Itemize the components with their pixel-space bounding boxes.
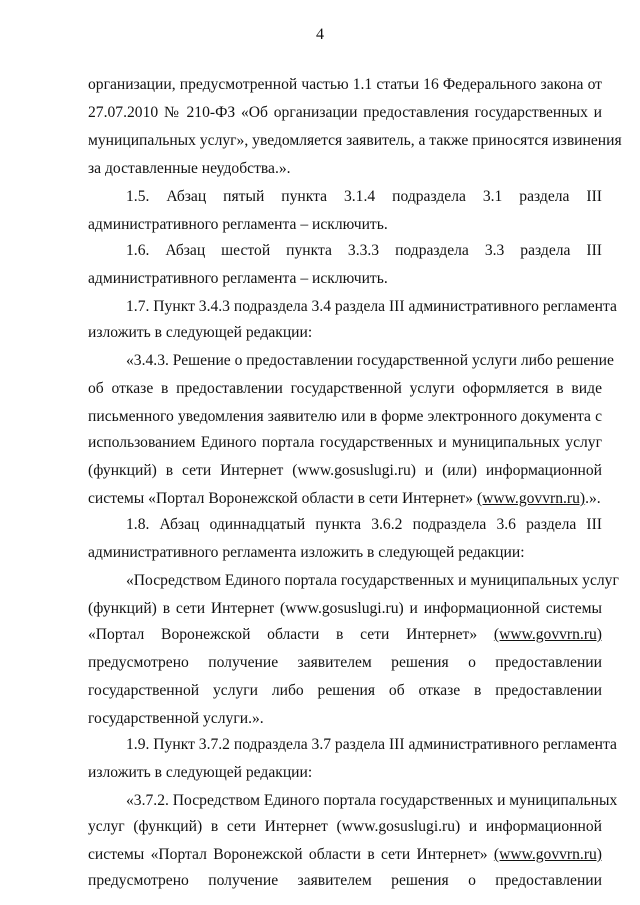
- text-line: изложить в следующей редакции:: [88, 764, 313, 781]
- govvrn-link[interactable]: (www.govvrn.ru): [493, 626, 602, 643]
- quote-1-8: «Посредством Единого портала государственных и муниципальных услуг: [126, 572, 619, 589]
- text-line: системы «Портал Воронежской области в сети Интернет» (www.govvrn.ru): [88, 846, 602, 863]
- paragraph-1-5: 1.5. Абзац пятый пункта 3.1.4 подраздела 3.1 раздела III: [126, 188, 602, 205]
- text-line: (функций) в сети Интернет (www.gosuslugi.ru) и (или) информационной: [88, 462, 602, 479]
- text-line: услуг (функций) в сети Интернет (www.gosuslugi.ru) и информационной: [88, 818, 602, 835]
- govvrn-link[interactable]: (www.govvrn.ru): [493, 846, 602, 863]
- text-line: письменного уведомления заявителю или в форме электронного документа с: [88, 408, 602, 425]
- text-line: предусмотрено получение заявителем решения о предоставлении: [88, 872, 602, 889]
- text-line: государственной услуги.».: [88, 710, 264, 727]
- paragraph-1-8: 1.8. Абзац одиннадцатый пункта 3.6.2 подраздела 3.6 раздела III: [126, 516, 602, 533]
- text-line: использованием Единого портала государственных и муниципальных услуг: [88, 434, 602, 451]
- text-line: муниципальных услуг», уведомляется заявитель, а также приносятся извинения: [88, 132, 622, 149]
- text-line: об отказе в предоставлении государственной услуги оформляется в виде: [88, 380, 602, 397]
- text-line: системы «Портал Воронежской области в сети Интернет» (www.govvrn.ru).».: [88, 490, 601, 507]
- text-line: организации, предусмотренной частью 1.1 статьи 16 Федерального закона от: [88, 76, 602, 93]
- govvrn-link[interactable]: (www.govvrn.ru): [476, 490, 586, 507]
- text-line: (функций) в сети Интернет (www.gosuslugi.ru) и информационной системы: [88, 600, 602, 617]
- text-line: административного регламента изложить в следующей редакции:: [88, 544, 525, 561]
- paragraph-1-7: 1.7. Пункт 3.4.3 подраздела 3.4 раздела III административного регламента: [126, 298, 617, 315]
- text-line: административного регламента – исключить.: [88, 216, 388, 233]
- quote-3-4-3: «3.4.3. Решение о предоставлении государственной услуги либо решение: [126, 352, 614, 369]
- paragraph-1-6: 1.6. Абзац шестой пункта 3.3.3 подраздела 3.3 раздела III: [126, 242, 602, 259]
- text-line: изложить в следующей редакции:: [88, 324, 313, 341]
- text-line: предусмотрено получение заявителем решения о предоставлении: [88, 654, 602, 671]
- text-line: государственной услуги либо решения об отказе в предоставлении: [88, 682, 602, 699]
- paragraph-1-9: 1.9. Пункт 3.7.2 подраздела 3.7 раздела III административного регламента: [126, 736, 617, 753]
- text-line: за доставленные неудобства.».: [88, 160, 291, 177]
- quote-3-7-2: «3.7.2. Посредством Единого портала государственных и муниципальных: [126, 792, 618, 809]
- page-number: 4: [316, 26, 324, 43]
- text-line: 27.07.2010 № 210-ФЗ «Об организации предоставления государственных и: [88, 104, 602, 121]
- text-line: «Портал Воронежской области в сети Интернет» (www.govvrn.ru): [88, 626, 602, 643]
- text-line: административного регламента – исключить.: [88, 270, 388, 287]
